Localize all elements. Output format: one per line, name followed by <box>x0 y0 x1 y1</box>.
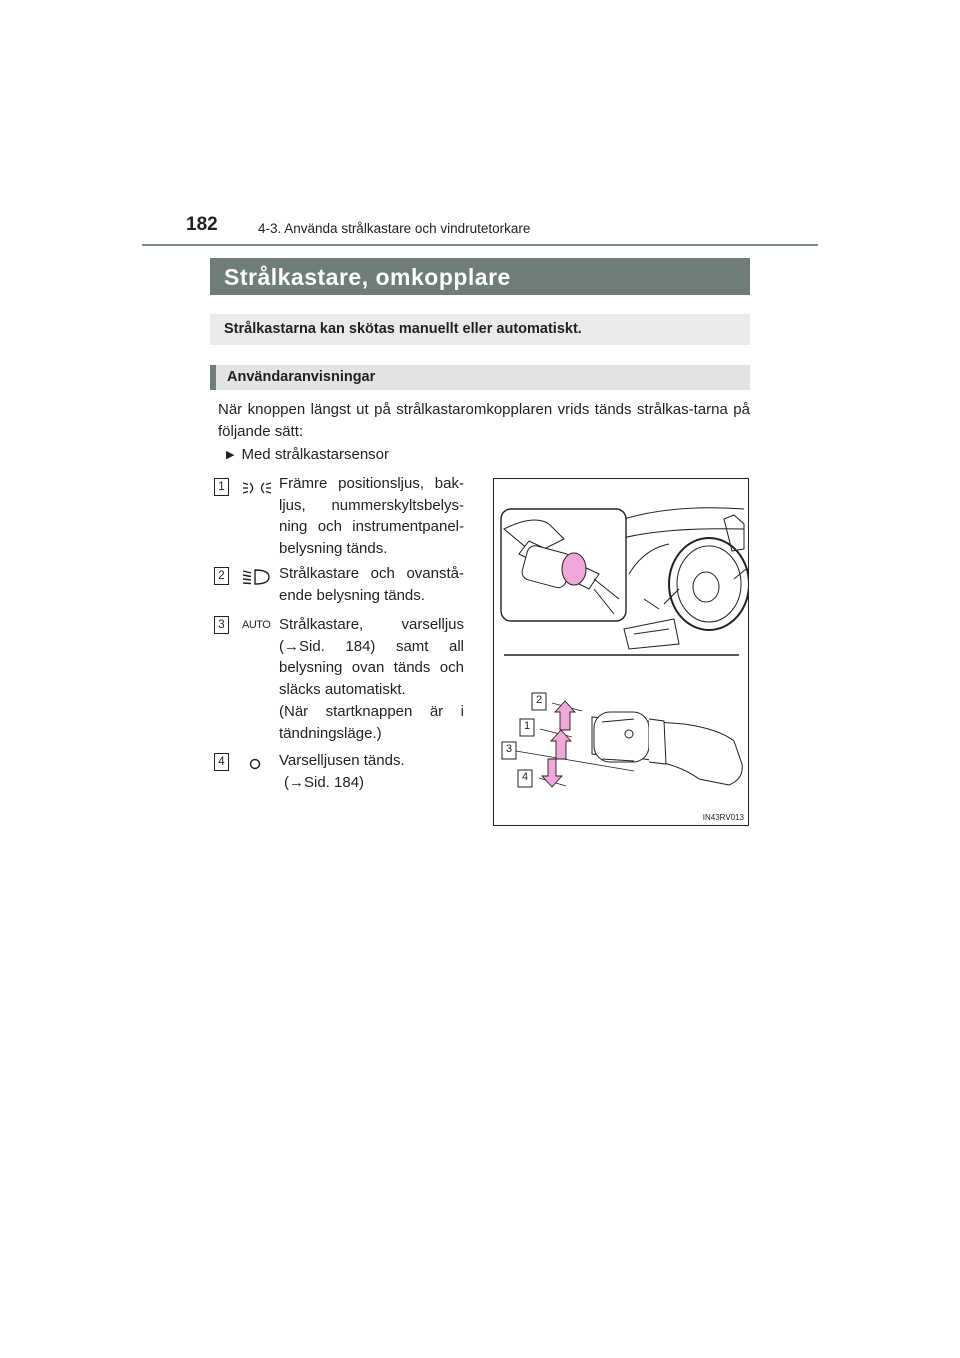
page-title: Strålkastare, omkopplare <box>224 264 511 290</box>
item-1-line: Främre positionsljus, bak- <box>279 475 464 492</box>
item-1-line: ljus, nummerskyltsbelys- <box>279 496 464 514</box>
item-2-line: ende belysning tänds. <box>279 586 425 604</box>
item-number-1: 1 <box>214 478 229 496</box>
item-3-line: släcks automatiskt. <box>279 681 406 699</box>
off-daytime-running-icon <box>248 757 262 771</box>
running-header: 4-3. Använda strålkastare och vindrutetorkare <box>258 221 531 236</box>
section-heading: Användaranvisningar <box>227 369 376 385</box>
item-3-line: belysning ovan tänds och <box>279 659 464 677</box>
summary-box <box>210 314 750 345</box>
auto-icon: AUTO <box>242 619 271 631</box>
item-3-line: Strålkastare, varselljus <box>279 616 464 633</box>
figure-callout-4: 4 <box>521 771 529 783</box>
figure-callout-3: 3 <box>505 743 513 755</box>
item-3-line: tändningsläge.) <box>279 724 382 742</box>
header-rule <box>142 244 818 246</box>
item-number-2: 2 <box>214 567 229 585</box>
item-text-3 <box>279 614 464 744</box>
item-1-line: belysning tänds. <box>279 540 388 558</box>
triangle-bullet-icon: ▶ <box>226 449 235 461</box>
item-4-line: (→Sid. 184) <box>284 773 365 791</box>
intro-paragraph: När knoppen längst ut på strålkastaromkopplaren vrids tänds strålkas-tarna på följande sätt: <box>218 401 750 440</box>
item-text-2 <box>279 563 464 606</box>
figure-callout-1: 1 <box>523 720 531 732</box>
item-text-1 <box>279 473 464 560</box>
item-4-line: Varselljusen tänds. <box>279 752 405 769</box>
page-number: 182 <box>186 214 218 235</box>
item-number-3: 3 <box>214 616 229 634</box>
figure-code: IN43RV013 <box>702 813 744 822</box>
item-1-line: ning och instrumentpanel- <box>279 518 464 536</box>
title-bar <box>210 258 750 295</box>
item-3-line: (→Sid. 184) samt all <box>279 637 464 655</box>
headlight-switch-figure <box>493 478 749 826</box>
bullet-text: Med strålkastarsensor <box>241 446 390 463</box>
dashboard-drawing <box>619 508 749 649</box>
lower-stalk-drawing <box>592 712 742 785</box>
summary-text: Strålkastarna kan skötas manuellt eller automatiskt. <box>224 321 582 337</box>
item-text-4 <box>279 750 464 793</box>
pink-arrows <box>542 701 575 787</box>
figure-callout-2: 2 <box>535 694 543 706</box>
bullet-item <box>226 446 389 463</box>
item-2-line: Strålkastare och ovanstå- <box>279 565 464 582</box>
low-beam-headlight-icon <box>242 567 272 587</box>
front-position-lights-icon <box>242 478 272 498</box>
figure-illustration <box>494 479 749 826</box>
item-3-line: (När startknappen är i <box>279 702 464 720</box>
item-number-4: 4 <box>214 753 229 771</box>
section-heading-bar <box>210 365 750 390</box>
